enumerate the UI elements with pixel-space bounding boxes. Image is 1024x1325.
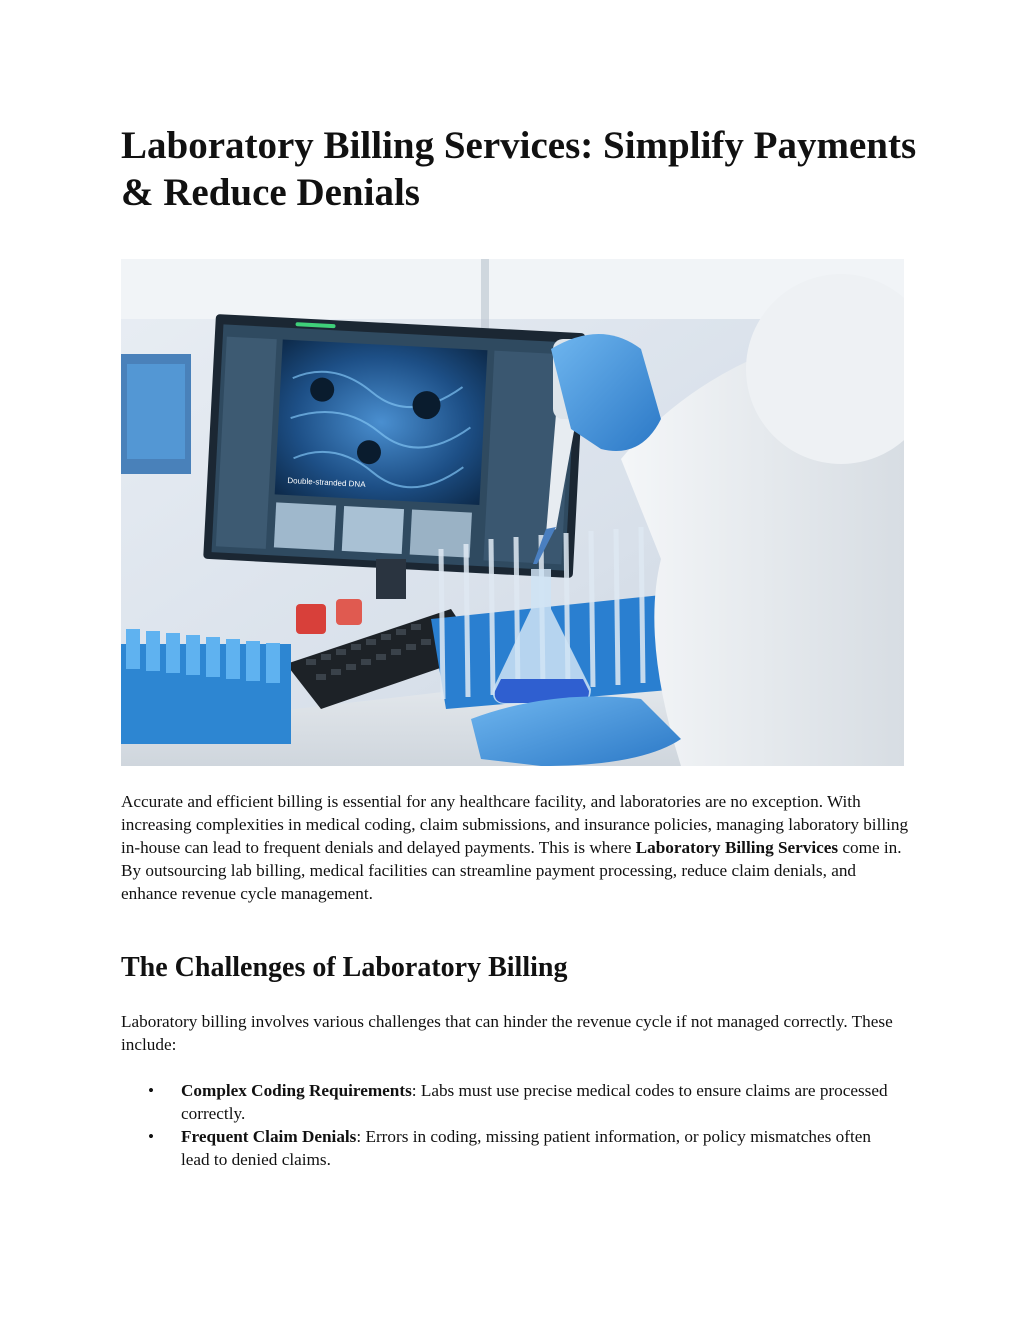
intro-text-1: Accurate and efficient billing is essential for any healthcare facility, and laboratories are no exception. With increasing complexities in medical coding, claim submissions, and insurance policies, managing laboratory billing in-house can lead to frequent denials and delayed payments. This is where [121,792,909,857]
list-item-text: : Errors in coding, missing patient information, or policy mismatches often lead to denied claims. [181,1127,871,1169]
section-heading: The Challenges of Laboratory Billing [121,952,568,983]
screen-text: Double-stranded DNA [287,475,366,490]
list-item-text: : Labs must use precise medical codes to ensure claims are processed correctly. [181,1081,888,1123]
hero-image [121,259,904,766]
list-item [148,1079,898,1125]
bullet-icon: • [148,1127,155,1146]
intro-text-2: come in. By outsourcing lab billing, medical facilities can streamline payment processing, reduce claim denials, and enhance revenue cycle management. [121,838,902,903]
list-item-title: Complex Coding Requirements [181,1081,412,1100]
page-title: Laboratory Billing Services: Simplify Payments & Reduce Denials [121,124,917,214]
bullet-icon: • [148,1081,155,1100]
challenges-list [148,1079,898,1171]
list-item [148,1125,898,1171]
list-item-title: Frequent Claim Denials [181,1127,357,1146]
intro-bold-term: Laboratory Billing Services [635,838,839,857]
section-paragraph: Laboratory billing involves various challenges that can hinder the revenue cycle if not managed correctly. These include: [121,1012,893,1054]
intro-paragraph [121,790,911,905]
